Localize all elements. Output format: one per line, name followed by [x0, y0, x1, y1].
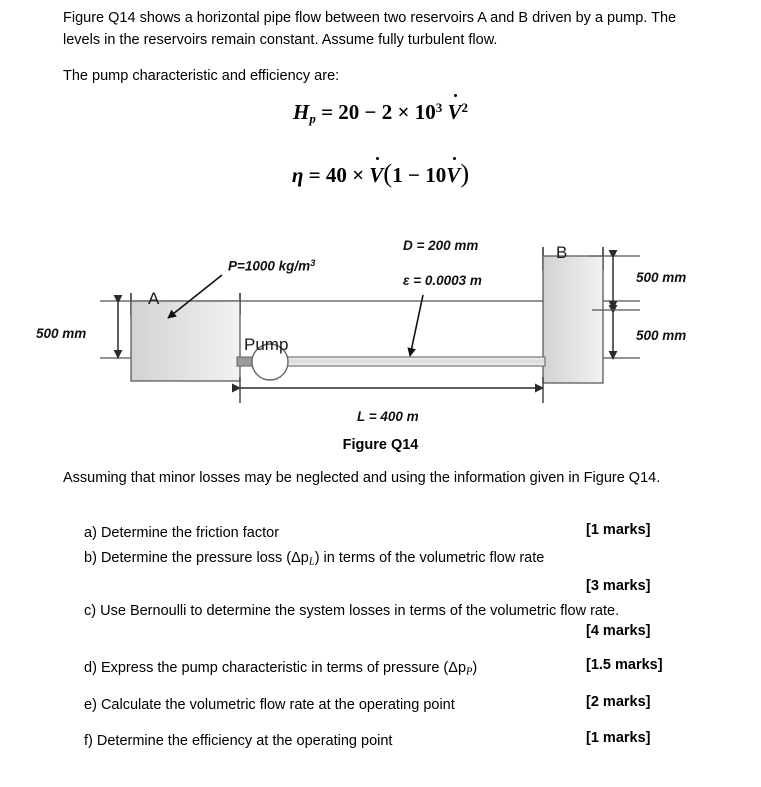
question-item-b	[84, 547, 664, 593]
question-e-text: Calculate the volumetric flow rate at the operating point	[100, 696, 455, 713]
figure-q14-diagram	[0, 225, 761, 430]
question-d-label: d)	[84, 660, 97, 677]
eq2-inner-variable: V	[446, 163, 461, 187]
eq1-equals: =	[321, 100, 334, 125]
right-lower-height-label: 500 mm	[636, 328, 687, 343]
density-label-text: P=1000 kg/m	[228, 258, 311, 274]
eq1-times: ×	[397, 100, 410, 125]
question-item-a	[84, 522, 664, 544]
question-b-text-before: Determine the pressure loss (Δp	[100, 550, 309, 567]
question-b-marks: [3 marks]	[586, 577, 651, 594]
pump-label: Pump	[244, 335, 289, 354]
eq2-lhs: η	[291, 163, 304, 187]
diameter-label: D = 200 mm	[403, 238, 479, 253]
equation-efficiency	[0, 158, 761, 189]
intro-text-block	[63, 8, 703, 101]
eq2-close-paren: )	[460, 158, 470, 188]
left-height-label: 500 mm	[36, 326, 87, 341]
eq2-minus: −	[408, 163, 420, 187]
eq2-times: ×	[352, 163, 365, 187]
question-f-text: Determine the efficiency at the operating point	[96, 733, 393, 750]
question-f-label: f)	[84, 733, 93, 750]
question-item-d	[84, 657, 664, 679]
eq2-one: 1	[392, 163, 403, 187]
question-item-c	[84, 600, 664, 639]
question-e-marks: [2 marks]	[586, 693, 651, 710]
question-f-marks: [1 marks]	[586, 730, 651, 747]
question-item-f	[84, 730, 664, 752]
eq2-open-paren: (	[383, 158, 393, 188]
eq1-exponent: 3	[435, 100, 443, 115]
eq2-variable: V	[369, 163, 384, 187]
figure-caption: Figure Q14	[342, 437, 419, 453]
eq1-lhs-subscript: p	[309, 110, 316, 126]
right-upper-height-label: 500 mm	[636, 270, 687, 285]
eq2-inner-coefficient: 10	[425, 163, 447, 187]
question-a-text: Determine the friction factor	[100, 525, 280, 541]
reservoir-b-label: B	[556, 243, 568, 262]
eq2-equals: =	[308, 163, 321, 187]
question-d-text-before: Express the pump characteristic in terms of pressure (Δp	[100, 660, 467, 677]
assumption-text: Assuming that minor losses may be neglected and using the information given in Figure Q14.	[63, 470, 661, 486]
intro-paragraph-2: The pump characteristic and efficiency are:	[63, 67, 340, 84]
length-label: L = 400 m	[357, 409, 419, 424]
question-a-label: a)	[84, 525, 97, 541]
eq1-base: 10	[414, 100, 436, 125]
intro-paragraph-1: Figure Q14 shows a horizontal pipe flow between two reservoirs A and B driven by a pump. The levels in the reservoirs remain constant. Assume fully turbulent flow.	[63, 10, 677, 48]
roughness-leader-arrow	[410, 295, 423, 356]
question-c-marks: [4 marks]	[586, 623, 651, 640]
question-d-text-after: )	[472, 660, 478, 677]
question-b-text-after: ) in terms of the volumetric flow rate	[314, 550, 545, 567]
eq1-variable-power: 2	[461, 100, 469, 115]
reservoir-b-body	[543, 256, 603, 383]
question-d-symbol-subscript: P	[466, 667, 473, 679]
question-a-marks: [1 marks]	[586, 522, 651, 538]
eq1-variable: V	[447, 100, 462, 125]
eq2-coefficient: 40	[325, 163, 347, 187]
eq1-lhs: H	[292, 100, 310, 125]
question-b-label: b)	[84, 550, 97, 567]
roughness-label: ε = 0.0003 m	[403, 273, 482, 288]
question-list	[84, 522, 664, 756]
question-e-label: e)	[84, 696, 97, 713]
density-label-exponent: 3	[310, 258, 316, 268]
question-c-text: Use Bernoulli to determine the system losses in terms of the volumetric flow rate.	[100, 602, 620, 619]
pipe-inlet-stub	[237, 357, 253, 366]
reservoir-a-label: A	[148, 289, 160, 308]
question-item-e	[84, 694, 664, 716]
question-d-marks: [1.5 marks]	[586, 657, 663, 674]
reservoir-a-body	[131, 301, 240, 381]
eq1-minus: −	[364, 100, 377, 125]
question-b-symbol-subscript: L	[308, 557, 315, 569]
eq1-constant: 20	[338, 100, 360, 125]
eq1-coefficient: 2	[381, 100, 393, 125]
question-c-label: c)	[84, 602, 97, 619]
density-label	[228, 258, 315, 274]
equation-pump-head	[0, 100, 761, 127]
